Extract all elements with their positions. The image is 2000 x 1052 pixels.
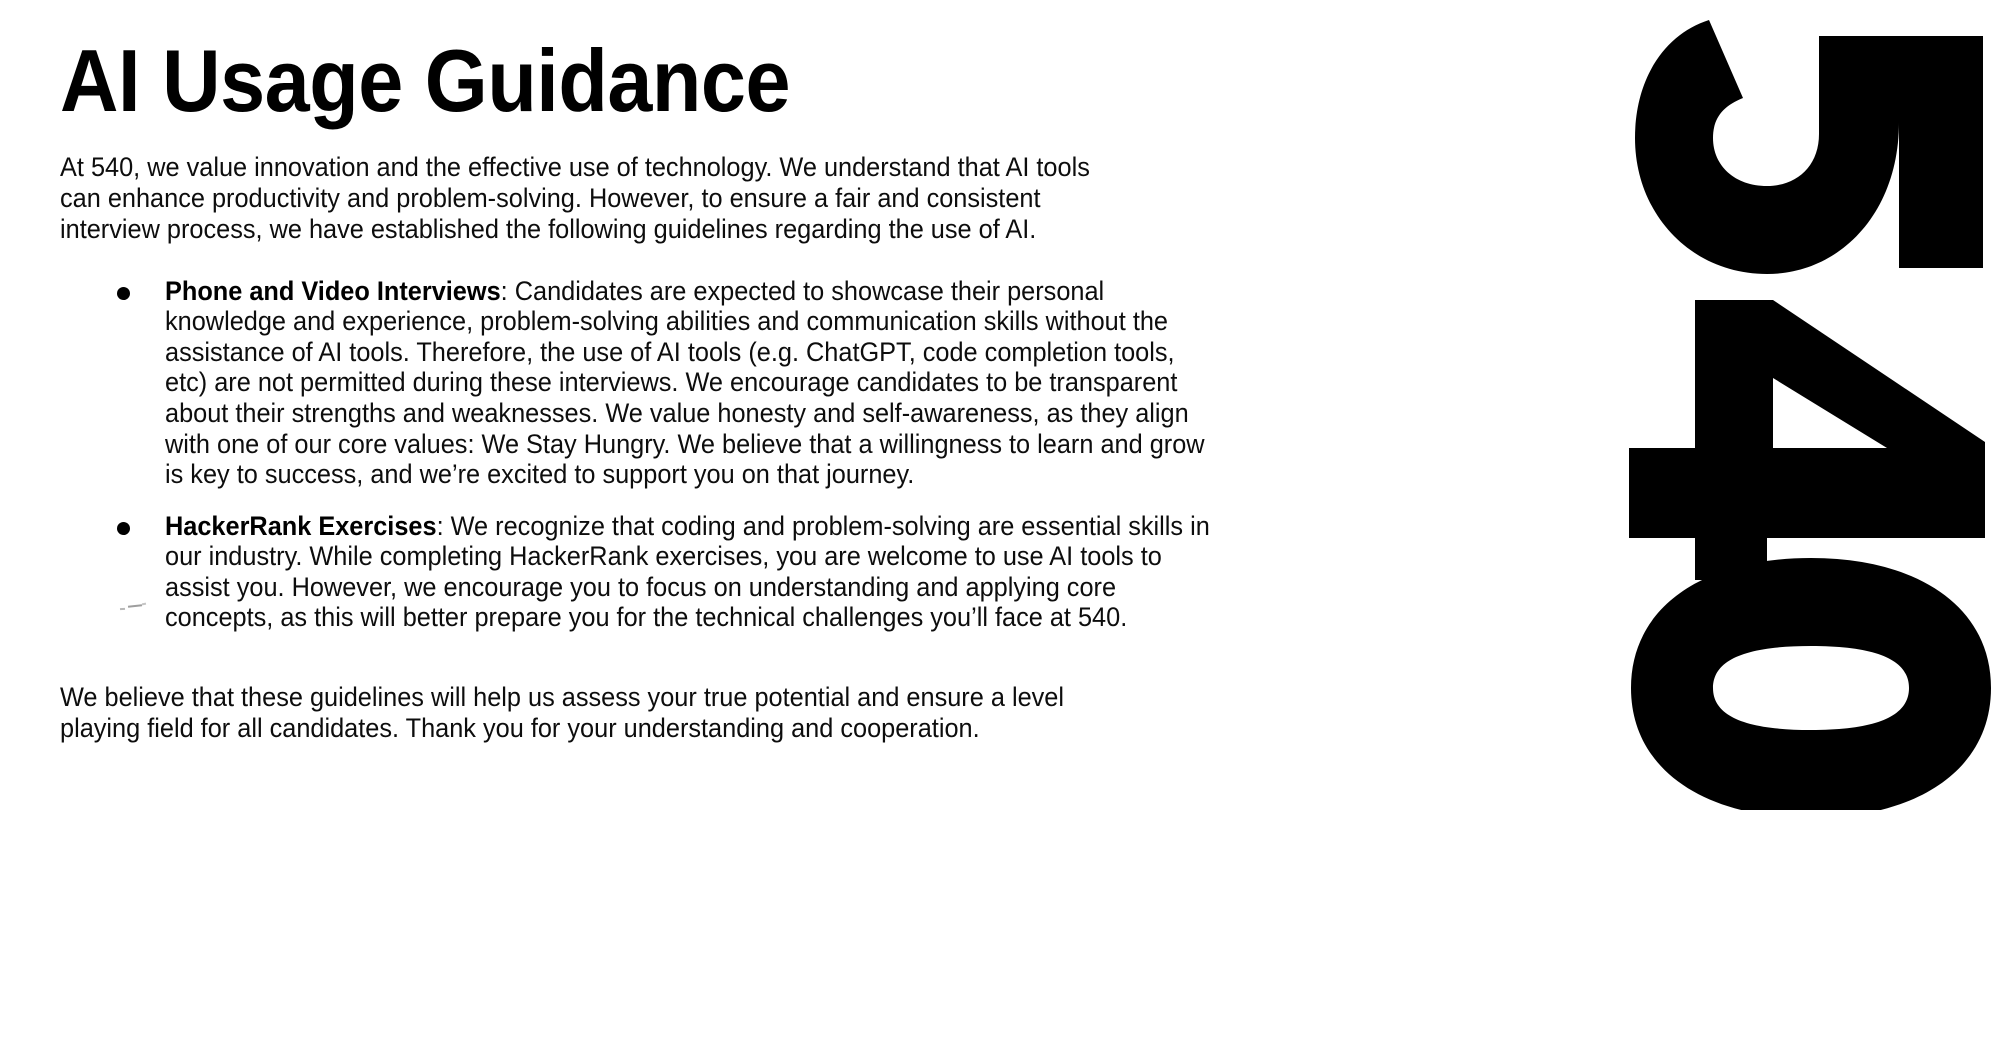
bullet-dot-icon bbox=[117, 287, 130, 300]
list-item bbox=[60, 510, 1210, 633]
list-item-text: : We recognize that coding and problem-solving are essential skills in bbox=[436, 510, 1210, 541]
list-item-lead: Phone and Video Interviews bbox=[165, 275, 501, 306]
closing-line: playing field for all candidates. Thank you for your understanding and cooperation. bbox=[60, 713, 980, 744]
bullet-dot-icon bbox=[117, 522, 130, 535]
list-item-lead: HackerRank Exercises bbox=[165, 510, 437, 541]
list-item-first-line bbox=[165, 510, 1210, 542]
intro-paragraph bbox=[60, 151, 1090, 246]
list-item-text: about their strengths and weaknesses. We value honesty and self-awareness, as they align bbox=[165, 397, 1189, 428]
list-item-text: concepts, as this will better prepare you for the technical challenges you’ll face at 540. bbox=[165, 602, 1128, 633]
list-item-text: etc) are not permitted during these interviews. We encourage candidates to be transparent bbox=[165, 367, 1178, 398]
540-logo bbox=[1480, 0, 2000, 810]
list-item bbox=[60, 275, 1205, 490]
list-item-first-line bbox=[165, 276, 1153, 307]
closing-line: We believe that these guidelines will help us assess your true potential and ensure a level bbox=[60, 682, 1065, 713]
list-item-text: knowledge and experience, problem-solving abilities and communication skills without the bbox=[165, 306, 1169, 337]
list-item-body bbox=[165, 510, 1210, 633]
list-item-text: assist you. However, we encourage you to focus on understanding and applying core bbox=[165, 571, 1117, 602]
content-column bbox=[60, 31, 1210, 771]
list-item-text: : Candidates are expected to showcase their personal bbox=[500, 275, 1105, 306]
intro-line: interview process, we have established the following guidelines regarding the use of AI. bbox=[60, 214, 1037, 245]
page-title: AI Usage Guidance bbox=[60, 31, 791, 130]
list-item-body bbox=[165, 275, 1205, 490]
intro-line: At 540, we value innovation and the effective use of technology. We understand that AI tools bbox=[60, 151, 1090, 182]
list-item-text: with one of our core values: We Stay Hungry. We believe that a willingness to learn and grow bbox=[165, 428, 1205, 459]
list-item-text: is key to success, and we’re excited to support you on that journey. bbox=[165, 459, 915, 490]
intro-line: can enhance productivity and problem-solving. However, to ensure a fair and consistent bbox=[60, 183, 1041, 214]
list-item-text: our industry. While completing HackerRank exercises, you are welcome to use AI tools to bbox=[165, 541, 1162, 572]
closing-paragraph bbox=[60, 682, 1072, 745]
guidelines-list bbox=[60, 275, 1210, 634]
list-item-text: assistance of AI tools. Therefore, the use of AI tools (e.g. ChatGPT, code completion tools, bbox=[165, 336, 1175, 367]
